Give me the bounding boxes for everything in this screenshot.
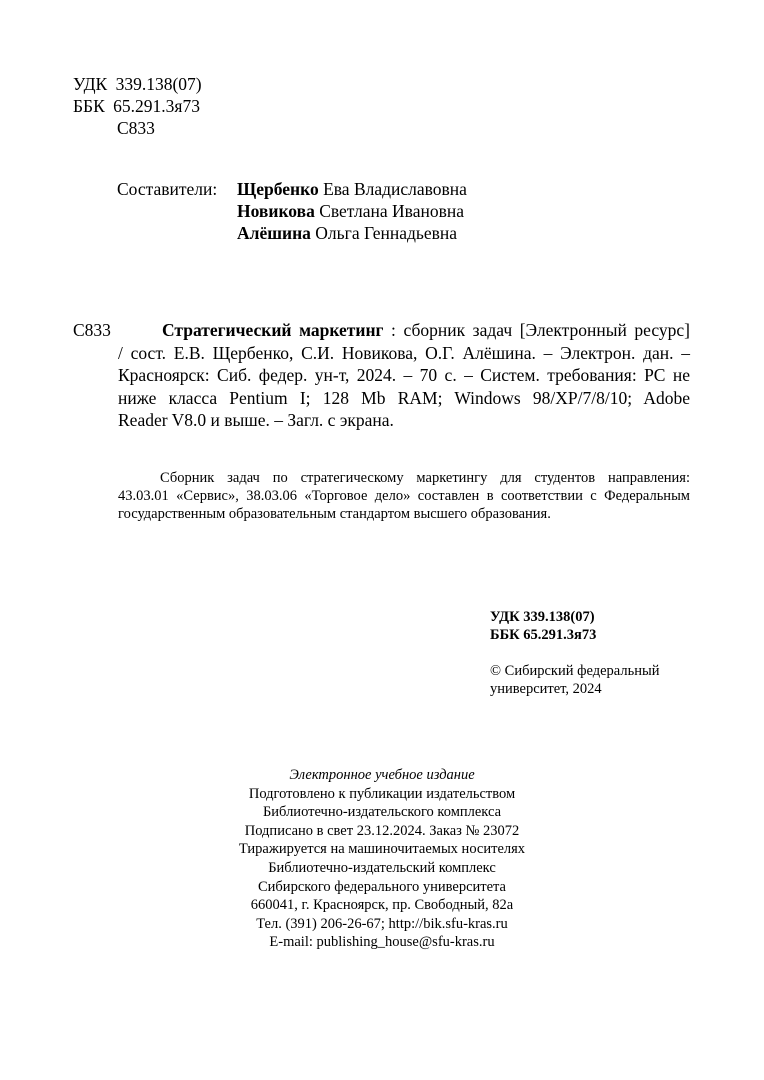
- bib-line-3: Красноярск: Сиб. федер. ун-т, 2024. – 70 с. – Систем. требования: PC не: [118, 365, 690, 385]
- compiler-1: [237, 178, 467, 200]
- bib-line-5: Reader V8.0 и выше. – Загл. с экрана.: [118, 410, 394, 430]
- compilers-label: Составители:: [117, 179, 218, 199]
- compiler-1-surname: Щербенко: [237, 179, 319, 199]
- bbk-bottom: ББК 65.291.3я73: [490, 627, 597, 643]
- imprint-line-2: Библиотечно-издательского комплекса: [262, 804, 502, 821]
- imprint-line-4: Тиражируется на машиночитаемых носителях: [238, 841, 526, 858]
- copyright-line-2: университет, 2024: [490, 681, 602, 697]
- author-mark-bib: С833: [73, 320, 111, 340]
- compiler-2-name: Светлана Ивановна: [319, 201, 464, 221]
- annotation-line-3: государственным образовательным стандартом высшего образования.: [118, 506, 551, 522]
- imprint-line-5: Библиотечно-издательский комплекс: [268, 859, 496, 876]
- annotation-line-1: Сборник задач по стратегическому маркетингу для студентов направления:: [160, 470, 690, 486]
- author-mark-top: С833: [117, 118, 155, 138]
- udk-line: [73, 73, 202, 95]
- bbk-label: ББК: [73, 96, 105, 116]
- edition-type: Электронное учебное издание: [289, 767, 475, 783]
- udk-bottom: УДК 339.138(07): [490, 609, 595, 625]
- imprint: [180, 766, 584, 952]
- compiler-3-surname: Алёшина: [237, 223, 311, 243]
- bib-line-1: [118, 319, 690, 342]
- bbk-line: [73, 95, 200, 117]
- compiler-2-surname: Новикова: [237, 201, 315, 221]
- compiler-2: [237, 200, 464, 222]
- imprint-line-6: Сибирского федерального университета: [258, 878, 506, 895]
- imprint-line-7: 660041, г. Красноярск, пр. Свободный, 82а: [250, 897, 514, 914]
- compiler-3: [237, 222, 457, 244]
- bbk-value: 65.291.3я73: [113, 96, 200, 116]
- bib-line-4: ниже класса Pentium I; 128 Mb RAM; Windows 98/XP/7/8/10; Adobe: [118, 387, 690, 408]
- imprint-line-1: Подготовлено к публикации издательством: [248, 785, 516, 802]
- udk-label: УДК: [73, 74, 108, 94]
- udk-value: 339.138(07): [115, 74, 202, 94]
- imprint-line-9: E-mail: publishing_house@sfu-kras.ru: [269, 934, 495, 951]
- compiler-1-name: Ева Владиславовна: [323, 179, 467, 199]
- bibliographic-description: [118, 319, 690, 432]
- annotation: [118, 469, 690, 523]
- annotation-line-2: 43.03.01 «Сервис», 38.03.06 «Торговое дело» составлен в соответствии с Федеральным: [118, 488, 690, 504]
- compiler-3-name: Ольга Геннадьевна: [315, 223, 458, 243]
- bib-line-1-rest: : сборник задач [Электронный ресурс]: [383, 320, 690, 340]
- book-title: Стратегический маркетинг: [162, 320, 384, 340]
- imprint-line-3: Подписано в свет 23.12.2024. Заказ № 23072: [244, 822, 520, 839]
- copyright-line-1: © Сибирский федеральный: [490, 663, 660, 679]
- bib-line-2: / сост. Е.В. Щербенко, С.И. Новикова, О.Г. Алёшина. – Электрон. дан. –: [118, 342, 690, 363]
- imprint-line-8: Тел. (391) 206-26-67; http://bik.sfu-kras.ru: [256, 915, 508, 932]
